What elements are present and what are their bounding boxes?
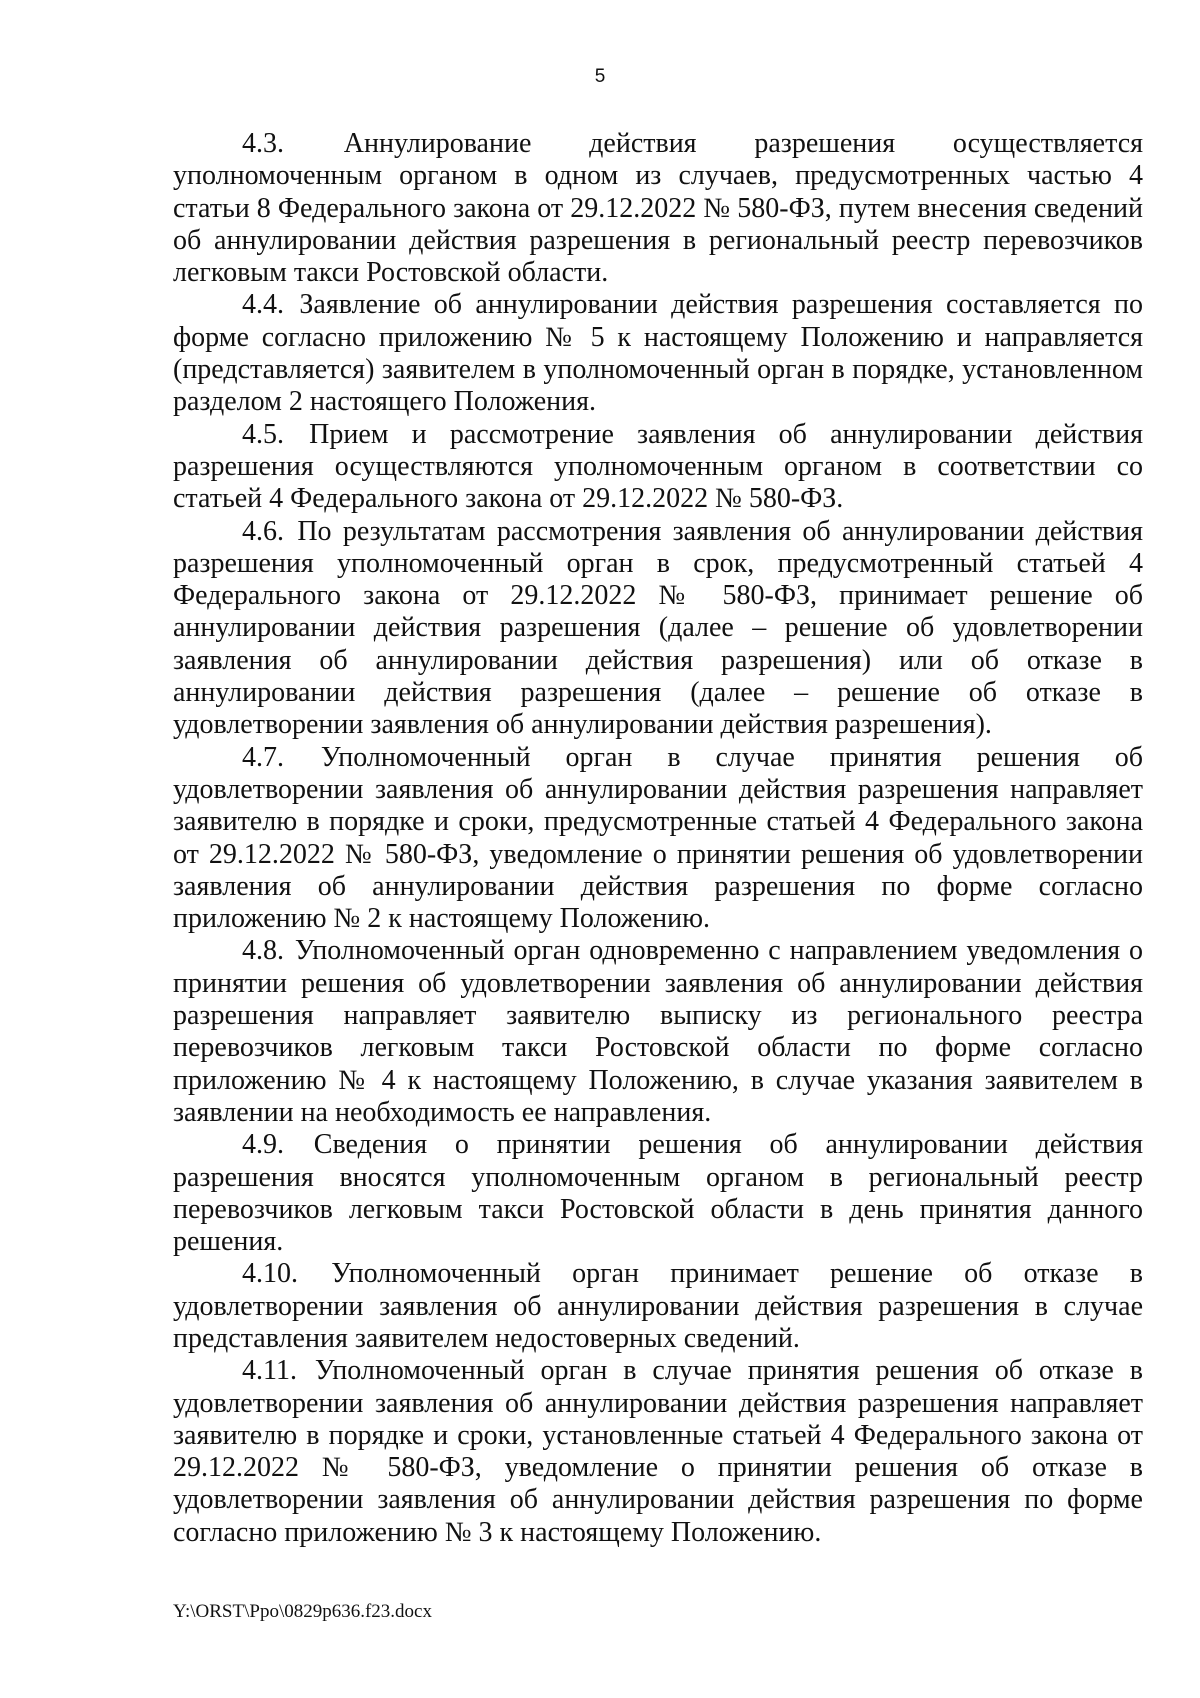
paragraph-number: 4.3. bbox=[242, 128, 284, 159]
document-body bbox=[173, 128, 1143, 1549]
footer-file-path: Y:\ORST\Ppo\0829p636.f23.docx bbox=[173, 1601, 432, 1622]
paragraph-4-8 bbox=[173, 935, 1143, 1129]
paragraph-text: Уполномоченный орган в случае принятия решения об удовлетворении заявления об аннулировании действия разрешения направляет заявителю в порядке и сроки, предусмотренные статьей 4 Федерального закона от 29.12.2022 № 580-ФЗ, уведомление о принятии решения об удовлетворении заявления об аннулировании действия разрешения по форме согласно приложению № 2 к настоящему Положению. bbox=[173, 741, 1143, 935]
paragraph-text: Уполномоченный орган одновременно с направлением уведомления о принятии решения об удовлетворении заявления об аннулировании действия разрешения направляет заявителю выписку из регионального реестра перевозчиков легковым такси Ростовской области по форме согласно приложению № 4 к настоящему Положению, в случае указания заявителем в заявлении на необходимость ее направления. bbox=[173, 935, 1143, 1128]
paragraph-4-11 bbox=[173, 1355, 1143, 1549]
paragraph-number: 4.10. bbox=[242, 1258, 298, 1290]
paragraph-4-6 bbox=[173, 516, 1143, 742]
paragraph-number: 4.5. bbox=[242, 418, 284, 450]
paragraph-4-9 bbox=[173, 1129, 1143, 1258]
paragraph-text: Заявление об аннулировании действия разрешения составляется по форме согласно приложению № 5 к настоящему Положению и направляется (представляется) заявителем в уполномоченный орган в порядке, установленном разделом 2 настоящего Положения. bbox=[173, 289, 1143, 418]
paragraph-4-10 bbox=[173, 1258, 1143, 1355]
paragraph-4-4 bbox=[173, 289, 1143, 418]
paragraph-text: Сведения о принятии решения об аннулировании действия разрешения вносятся уполномоченным органом в региональный реестр перевозчиков легковым такси Ростовской области в день принятия данного решения. bbox=[173, 1129, 1144, 1258]
paragraph-number: 4.4. bbox=[242, 289, 284, 321]
paragraph-text: По результатам рассмотрения заявления об аннулировании действия разрешения уполномоченный орган в срок, предусмотренный статьей 4 Федерального закона от 29.12.2022 № 580-ФЗ, принимает решение об аннулировании действия разрешения (далее – решение об удовлетворении заявления об аннулировании действия разрешения) или об отказе в аннулировании действия разрешения (далее – решение об отказе в удовлетворении заявления об аннулировании действия разрешения). bbox=[173, 515, 1144, 741]
paragraph-4-7 bbox=[173, 742, 1143, 936]
paragraph-text: Прием и рассмотрение заявления об аннулировании действия разрешения осуществляются уполномоченным органом в соответствии со статьей 4 Федерального закона от 29.12.2022 № 580-ФЗ. bbox=[173, 418, 1143, 515]
paragraph-number: 4.9. bbox=[242, 1129, 284, 1161]
paragraph-text: Аннулирование действия разрешения осуществляется уполномоченным органом в одном из случаев, предусмотренных частью 4 статьи 8 Федерального закона от 29.12.2022 № 580-ФЗ, путем внесения сведений об аннулировании действия разрешения в региональный реестр перевозчиков легковым такси Ростовской области. bbox=[173, 128, 1143, 289]
paragraph-number: 4.8. bbox=[242, 935, 284, 967]
paragraph-text: Уполномоченный орган принимает решение об отказе в удовлетворении заявления об аннулировании действия разрешения в случае представления заявителем недостоверных сведений. bbox=[173, 1258, 1143, 1354]
page-number: 5 bbox=[594, 66, 606, 87]
paragraph-4-3 bbox=[173, 128, 1143, 289]
paragraph-4-5 bbox=[173, 419, 1143, 516]
paragraph-text: Уполномоченный орган в случае принятия решения об отказе в удовлетворении заявления об аннулировании действия разрешения направляет заявителю в порядке и сроки, установленные статьей 4 Федерального закона от 29.12.2022 № 580-ФЗ, уведомление о принятии решения об отказе в удовлетворении заявления об аннулировании действия разрешения по форме согласно приложению № 3 к настоящему Положению. bbox=[173, 1355, 1143, 1548]
paragraph-number: 4.11. bbox=[242, 1355, 297, 1387]
paragraph-number: 4.6. bbox=[242, 515, 284, 547]
paragraph-number: 4.7. bbox=[242, 741, 284, 773]
